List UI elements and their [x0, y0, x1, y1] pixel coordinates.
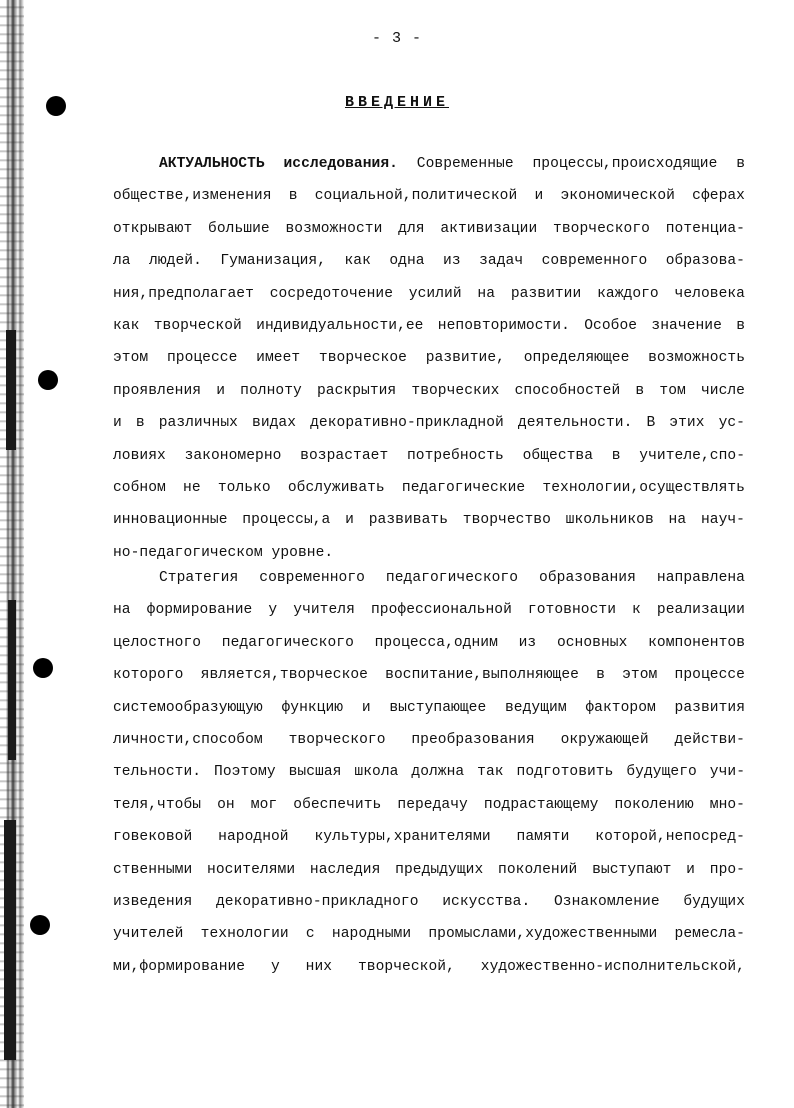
paragraph-line: проявления и полноту раскрытия творческих способностей в том числе: [113, 382, 745, 399]
section-heading: ВВЕДЕНИЕ: [344, 94, 449, 111]
paragraph-line: теля,чтобы он мог обеспечить передачу подрастающему поколению мно-: [113, 796, 745, 813]
paragraph-line: ственными носителями наследия предыдущих поколений выступают и про-: [113, 861, 745, 878]
punch-hole: [30, 915, 50, 935]
paragraph-line: ловиях закономерно возрастает потребность общества в учителе,спо-: [113, 447, 745, 464]
paragraph-line: системообразующую функцию и выступающее ведущим фактором развития: [113, 699, 745, 716]
paragraph-line: но-педагогическом уровне.: [113, 544, 334, 561]
paragraph-line: инновационные процессы,а и развивать творчество школьников на науч-: [113, 512, 745, 529]
paragraph-line: учителей технологии с народными промыслами,художественными ремесла-: [113, 926, 745, 943]
paragraph-line: ми,формирование у них творческой, художественно-исполнительской,: [113, 958, 745, 975]
paragraph-line: целостного педагогического процесса,одним из основных компонентов: [113, 634, 745, 651]
paragraph-line: и в различных видах декоративно-прикладной деятельности. В этих ус-: [113, 415, 745, 432]
paragraph-line: на формирование у учителя профессиональной готовности к реализации: [113, 602, 745, 619]
paragraph-line: открывают большие возможности для активизации творческого потенциа-: [113, 220, 745, 237]
paragraph-lead: АКТУАЛЬНОСТЬ исследования.: [159, 156, 398, 172]
paragraph-2: [113, 562, 745, 983]
paragraph-line: [113, 148, 745, 180]
paragraph-line: как творческой индивидуальности,ее неповторимости. Особое значение в: [113, 317, 745, 334]
paragraph-line: Стратегия современного педагогического образования направлена: [159, 570, 745, 586]
paragraph-line-rest: Современные процессы,происходящие в: [416, 156, 746, 172]
scan-binding-shadow: [8, 600, 16, 760]
paragraph-line: тельности. Поэтому высшая школа должна так подготовить будущего учи-: [113, 764, 745, 781]
paragraph-line: собном не только обслуживать педагогические технологии,осуществлять: [113, 479, 745, 496]
paragraph-line: этом процессе имеет творческое развитие, определяющее возможность: [113, 350, 745, 367]
paragraph-line: говековой народной культуры,хранителями памяти которой,непосред-: [113, 829, 745, 846]
paragraph-line: личности,способом творческого преобразования окружающей действи-: [113, 731, 745, 748]
paragraph-line: ния,предполагает сосредоточение усилий на развитии каждого человека: [113, 285, 745, 302]
paragraph-line: которого является,творческое воспитание,выполняющее в этом процессе: [113, 667, 745, 684]
punch-hole: [33, 658, 53, 678]
paragraph-line: ла людей. Гуманизация, как одна из задач современного образова-: [113, 253, 745, 270]
scan-binding-shadow: [4, 820, 16, 1060]
paragraph-line: изведения декоративно-прикладного искусства. Ознакомление будущих: [113, 893, 745, 910]
punch-hole: [38, 370, 58, 390]
paragraph-line: обществе,изменения в социальной,политической и экономической сферах: [113, 188, 745, 205]
scan-binding-shadow: [6, 330, 16, 450]
page-number: - 3 -: [371, 30, 422, 47]
paragraph-1: [113, 148, 745, 569]
